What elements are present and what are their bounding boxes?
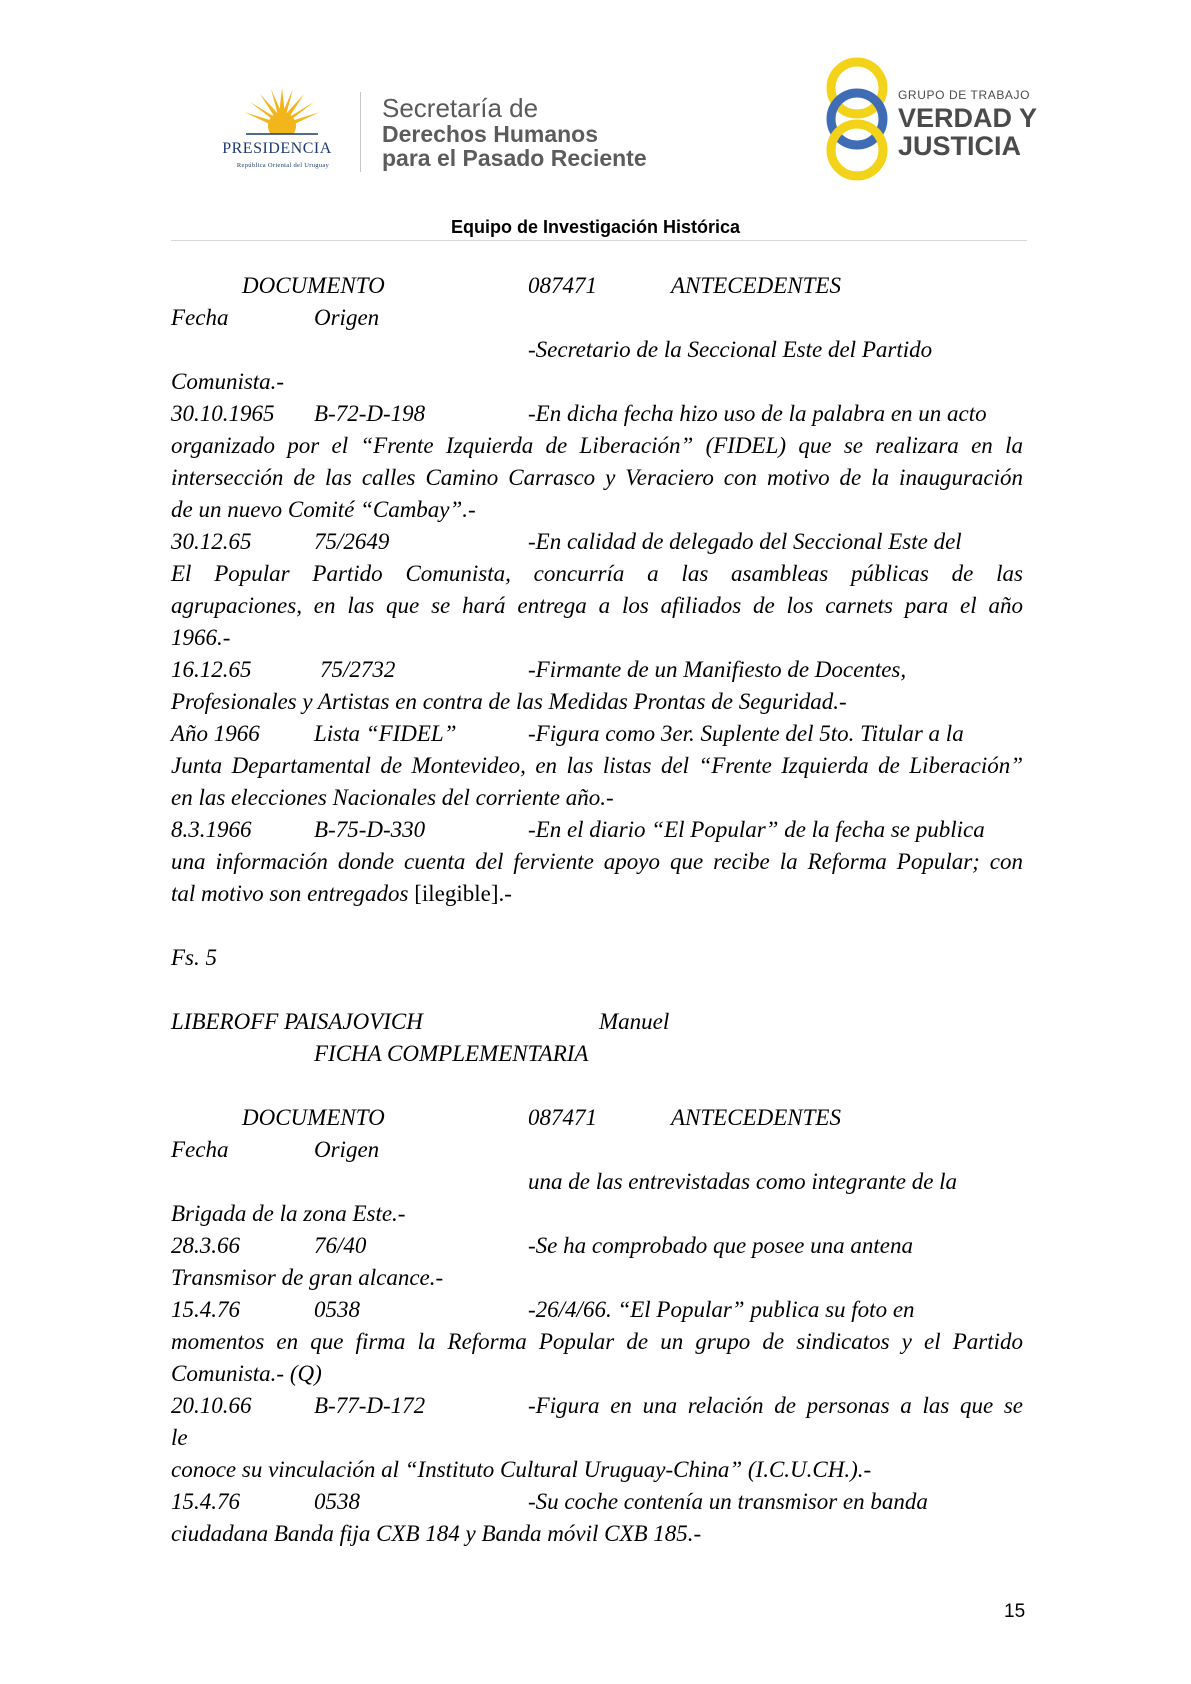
entry-date: 30.12.65 <box>171 529 252 554</box>
entry-text: -Su coche contenía un transmisor en banda <box>528 1489 928 1514</box>
entry-date: 28.3.66 <box>171 1233 240 1258</box>
entry-text: -Figura en una relación de personas a las que se <box>528 1393 1023 1418</box>
header-divider <box>360 92 361 172</box>
entry-text: 1966.- <box>171 625 231 650</box>
vj-line-3: JUSTICIA <box>898 131 1022 161</box>
verdad-justicia-rings-icon <box>822 56 892 182</box>
presidencia-subtitle: República Oriental del Uruguay <box>236 162 330 169</box>
presidencia-logo <box>212 84 354 174</box>
entry-date: Año 1966 <box>171 721 260 746</box>
sun-emblem-icon <box>240 84 324 142</box>
team-title: Equipo de Investigación Histórica <box>450 217 741 237</box>
antecedentes-label: ANTECEDENTES <box>671 273 841 298</box>
entry-text: ciudadana Banda fija CXB 184 y Banda móvil CXB 185.- <box>171 1521 702 1546</box>
entry-origin: B-77-D-172 <box>314 1393 426 1418</box>
entry-origin: 75/2732 <box>320 657 396 682</box>
vj-line-1: GRUPO DE TRABAJO <box>898 88 1031 102</box>
entry-text: de un nuevo Comité “Cambay”.- <box>171 497 476 522</box>
entry-text: -En calidad de delegado del Seccional Este del <box>528 529 962 554</box>
entry-text: Profesionales y Artistas en contra de las Medidas Prontas de Seguridad.- <box>171 689 847 714</box>
entry-text: tal motivo son entregados <box>171 881 409 906</box>
entry-origin: B-75-D-330 <box>314 817 426 842</box>
doc-number: 087471 <box>528 1105 597 1130</box>
origen-label: Origen <box>314 305 380 330</box>
entry-text: le <box>171 1425 188 1450</box>
entry-origin: 0538 <box>314 1489 360 1514</box>
doc-number: 087471 <box>528 273 597 298</box>
entry-origin: 76/40 <box>314 1233 367 1258</box>
text-line: -Secretario de la Seccional Este del Partido <box>528 337 933 362</box>
fecha-label: Fecha <box>171 305 229 330</box>
entry-origin: 75/2649 <box>314 529 390 554</box>
entry-date: 20.10.66 <box>171 1393 252 1418</box>
text-line: Comunista.- <box>171 369 285 394</box>
secretaria-line-1: Secretaría de <box>382 93 539 123</box>
page-number: 15 <box>1004 1601 1026 1622</box>
ficha-title: FICHA COMPLEMENTARIA <box>314 1041 589 1066</box>
person-name: Manuel <box>599 1009 670 1034</box>
antecedentes-label: ANTECEDENTES <box>671 1105 841 1130</box>
vj-line-2: VERDAD Y <box>898 103 1038 133</box>
origen-label: Origen <box>314 1137 380 1162</box>
folio-label: Fs. 5 <box>171 945 217 970</box>
presidencia-word: PRESIDENCIA <box>222 140 332 157</box>
entry-text: -En dicha fecha hizo uso de la palabra en un acto <box>528 401 987 426</box>
entry-origin: 0538 <box>314 1297 360 1322</box>
entry-text: intersección de las calles Camino Carrasco y Veraciero con motivo de la inauguración <box>171 465 1023 490</box>
fecha-label: Fecha <box>171 1137 229 1162</box>
person-surname: LIBEROFF PAISAJOVICH <box>171 1009 423 1034</box>
entry-date: 16.12.65 <box>171 657 252 682</box>
text-line: Brigada de la zona Este.- <box>171 1201 406 1226</box>
entry-text: momentos en que firma la Reforma Popular de un grupo de sindicatos y el Partido <box>171 1329 1023 1354</box>
entry-text: -Firmante de un Manifiesto de Docentes, <box>528 657 907 682</box>
header-rule <box>171 240 1027 241</box>
entry-origin: Lista “FIDEL” <box>314 721 457 746</box>
illegible-mark: [ilegible].- <box>414 881 512 906</box>
entry-text: una información donde cuenta del ferviente apoyo que recibe la Reforma Popular; con <box>171 849 1023 874</box>
entry-text: El Popular Partido Comunista, concurría a las asambleas públicas de las <box>171 561 1023 586</box>
doc-label: DOCUMENTO <box>242 1105 385 1130</box>
entry-text: -Se ha comprobado que posee una antena <box>528 1233 913 1258</box>
entry-date: 15.4.76 <box>171 1297 240 1322</box>
entry-text: Junta Departamental de Montevideo, en las listas del “Frente Izquierda de Liberación” <box>171 753 1023 778</box>
entry-text: en las elecciones Nacionales del corriente año.- <box>171 785 614 810</box>
verdad-justicia-logo-text <box>898 88 1037 160</box>
entry-text: agrupaciones, en las que se hará entrega a los afiliados de los carnets para el año <box>171 593 1023 618</box>
entry-date: 30.10.1965 <box>171 401 275 426</box>
entry-text: Transmisor de gran alcance.- <box>171 1265 444 1290</box>
entry-text: Comunista.- (Q) <box>171 1361 322 1386</box>
entry-date: 15.4.76 <box>171 1489 240 1514</box>
doc-label: DOCUMENTO <box>242 273 385 298</box>
entry-text: -26/4/66. “El Popular” publica su foto en <box>528 1297 915 1322</box>
secretaria-title <box>382 94 647 170</box>
entry-text: organizado por el “Frente Izquierda de Liberación” (FIDEL) que se realizara en la <box>171 433 1023 458</box>
entry-origin: B-72-D-198 <box>314 401 426 426</box>
text-line: una de las entrevistadas como integrante de la <box>528 1169 958 1194</box>
entry-text: conoce su vinculación al “Instituto Cultural Uruguay-China” (I.C.U.CH.).- <box>171 1457 872 1482</box>
secretaria-line-3: para el Pasado Reciente <box>382 145 647 171</box>
entry-text-line <box>171 880 512 908</box>
entry-date: 8.3.1966 <box>171 817 252 842</box>
entry-text: -Figura como 3er. Suplente del 5to. Titular a la <box>528 721 964 746</box>
secretaria-line-2: Derechos Humanos <box>382 121 599 147</box>
entry-text: -En el diario “El Popular” de la fecha se publica <box>528 817 985 842</box>
